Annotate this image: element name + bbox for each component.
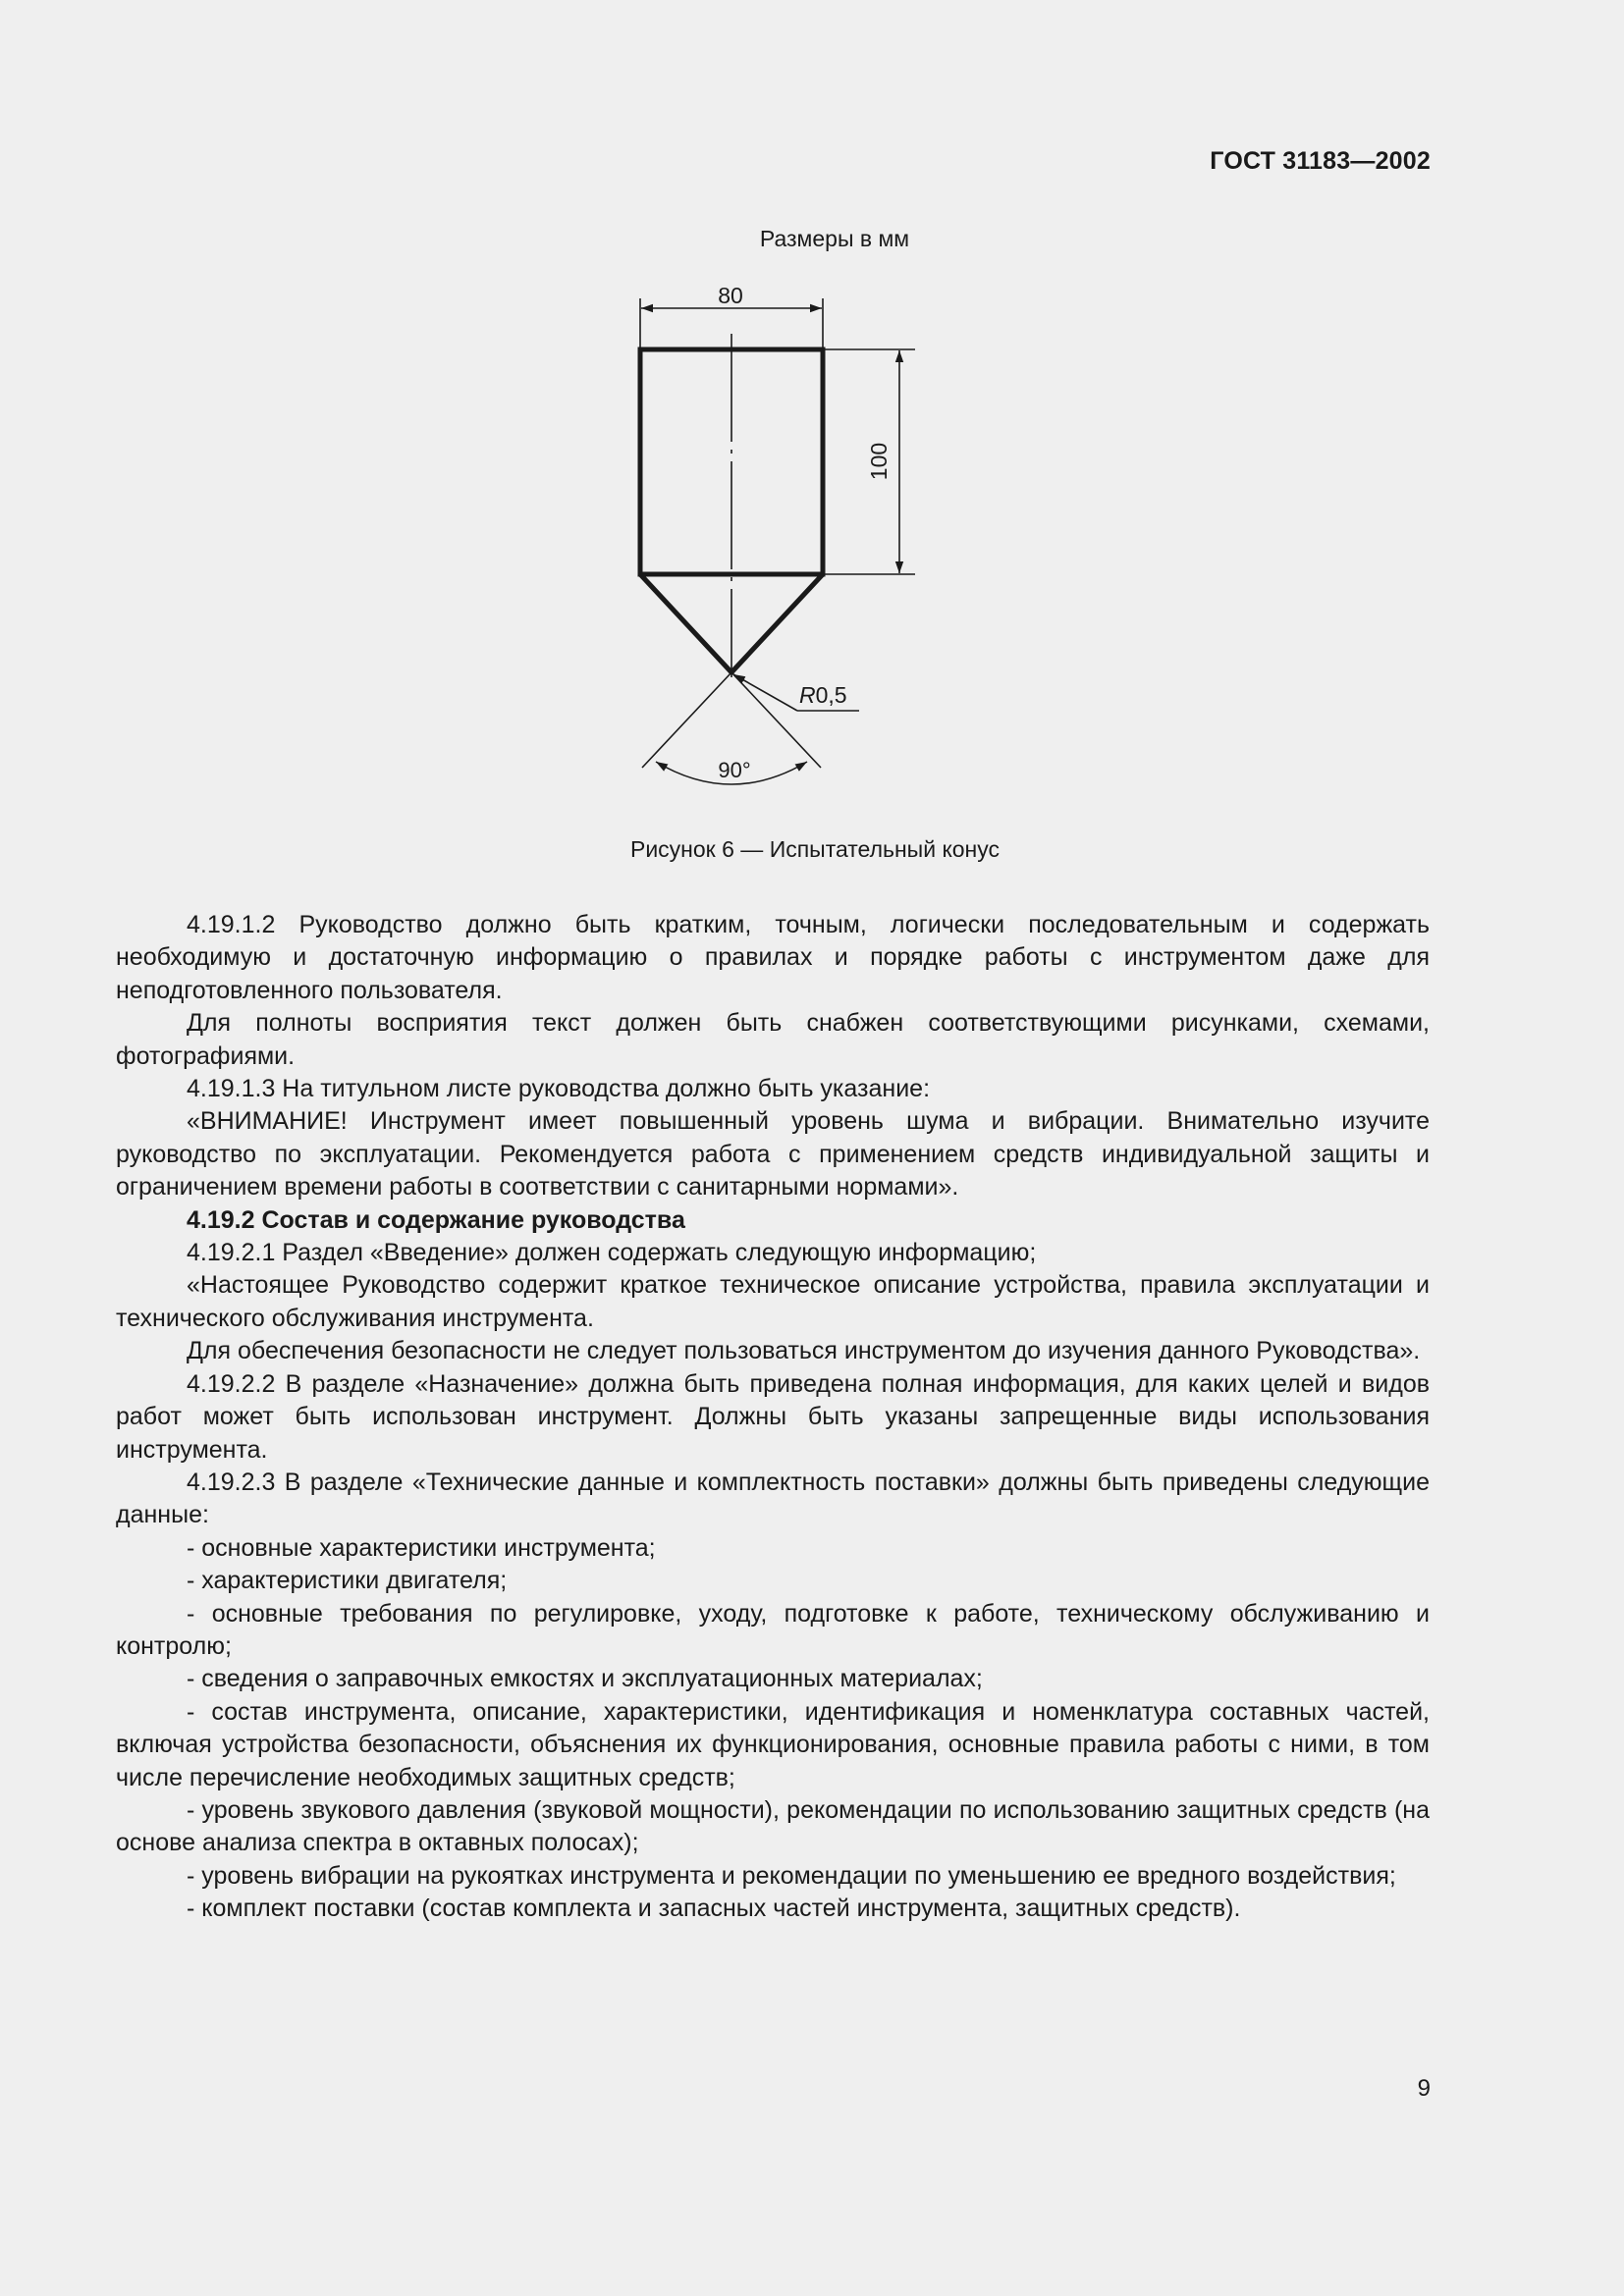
paragraph: 4.19.2.3 В разделе «Технические данные и комплектность поставки» должны быть приведены следующие данные:: [116, 1468, 1430, 1529]
paragraph: 4.19.1.3 На титульном листе руководства должно быть указание:: [187, 1075, 931, 1103]
list-item: - уровень звукового давления (звуковой мощности), рекомендации по использованию защитных средств (на основе анализа спектра в октавных полосах);: [116, 1795, 1430, 1857]
list-item: - состав инструмента, описание, характеристики, идентификация и номенклатура составных частей, включая устройства безопасности, объяснения их функционирования, основные правила работы с ними, в том числе перечисление необходимых защитных средств;: [116, 1697, 1430, 1791]
figure-caption: Рисунок 6 — Испытательный конус: [629, 836, 1001, 862]
list-item: - комплект поставки (состав комплекта и запасных частей инструмента, защитных средств).: [187, 1895, 1241, 1923]
paragraph: Для полноты восприятия текст должен быть снабжен соответствующими рисунками, схемами, фотографиями.: [116, 1009, 1430, 1070]
list-item: - сведения о заправочных емкостях и эксплуатационных материалах;: [187, 1665, 983, 1693]
paragraph: Для обеспечения безопасности не следует пользоваться инструментом до изучения данного Руководства».: [187, 1337, 1421, 1365]
paragraph: 4.19.2.1 Раздел «Введение» должен содержать следующую информацию;: [187, 1239, 1037, 1267]
paragraph: «Настоящее Руководство содержит краткое техническое описание устройства, правила эксплуатации и технического обслуживания инструмента.: [116, 1271, 1430, 1332]
paragraph: 4.19.2.2 В разделе «Назначение» должна быть приведена полная информация, для каких целей и видов работ может быть использован инструмент. Должны быть указаны запрещенные виды использования инструмента.: [116, 1369, 1430, 1464]
radius-leader-arrow: [733, 674, 797, 711]
width-dimension-label: 80: [718, 283, 743, 308]
height-dimension-label: 100: [866, 442, 892, 481]
page-number: 9: [1417, 2075, 1431, 2102]
body-text: [116, 909, 1430, 1926]
dimensions-caption: Размеры в мм: [759, 226, 910, 251]
angle-extension-left: [642, 672, 731, 768]
list-item: - основные характеристики инструмента;: [187, 1533, 656, 1562]
paragraph: «ВНИМАНИЕ! Инструмент имеет повышенный уровень шума и вибрации. Внимательно изучите руководство по эксплуатации. Рекомендуется работа с применением средств индивидуальной защиты и ограничением времени работы в соответствии с санитарными нормами».: [116, 1107, 1430, 1201]
test-cone-drawing: [589, 275, 943, 805]
list-item: - основные требования по регулировке, уходу, подготовке к работе, техническому обслуживанию и контролю;: [116, 1599, 1430, 1660]
paragraph: 4.19.1.2 Руководство должно быть кратким, точным, логически последовательным и содержать необходимую и достаточную информацию о правилах и порядке работы с инструментом даже для неподготовленного пользователя.: [116, 911, 1430, 1004]
document-code: ГОСТ 31183—2002: [1210, 147, 1431, 175]
radius-label: R0,5: [799, 682, 847, 708]
list-item: - характеристики двигателя;: [187, 1567, 508, 1595]
angle-label: 90°: [718, 758, 751, 782]
list-item: - уровень вибрации на рукоятках инструмента и рекомендации по уменьшению ее вредного воздействия;: [187, 1861, 1396, 1890]
section-heading: 4.19.2 Состав и содержание руководства: [187, 1205, 685, 1234]
